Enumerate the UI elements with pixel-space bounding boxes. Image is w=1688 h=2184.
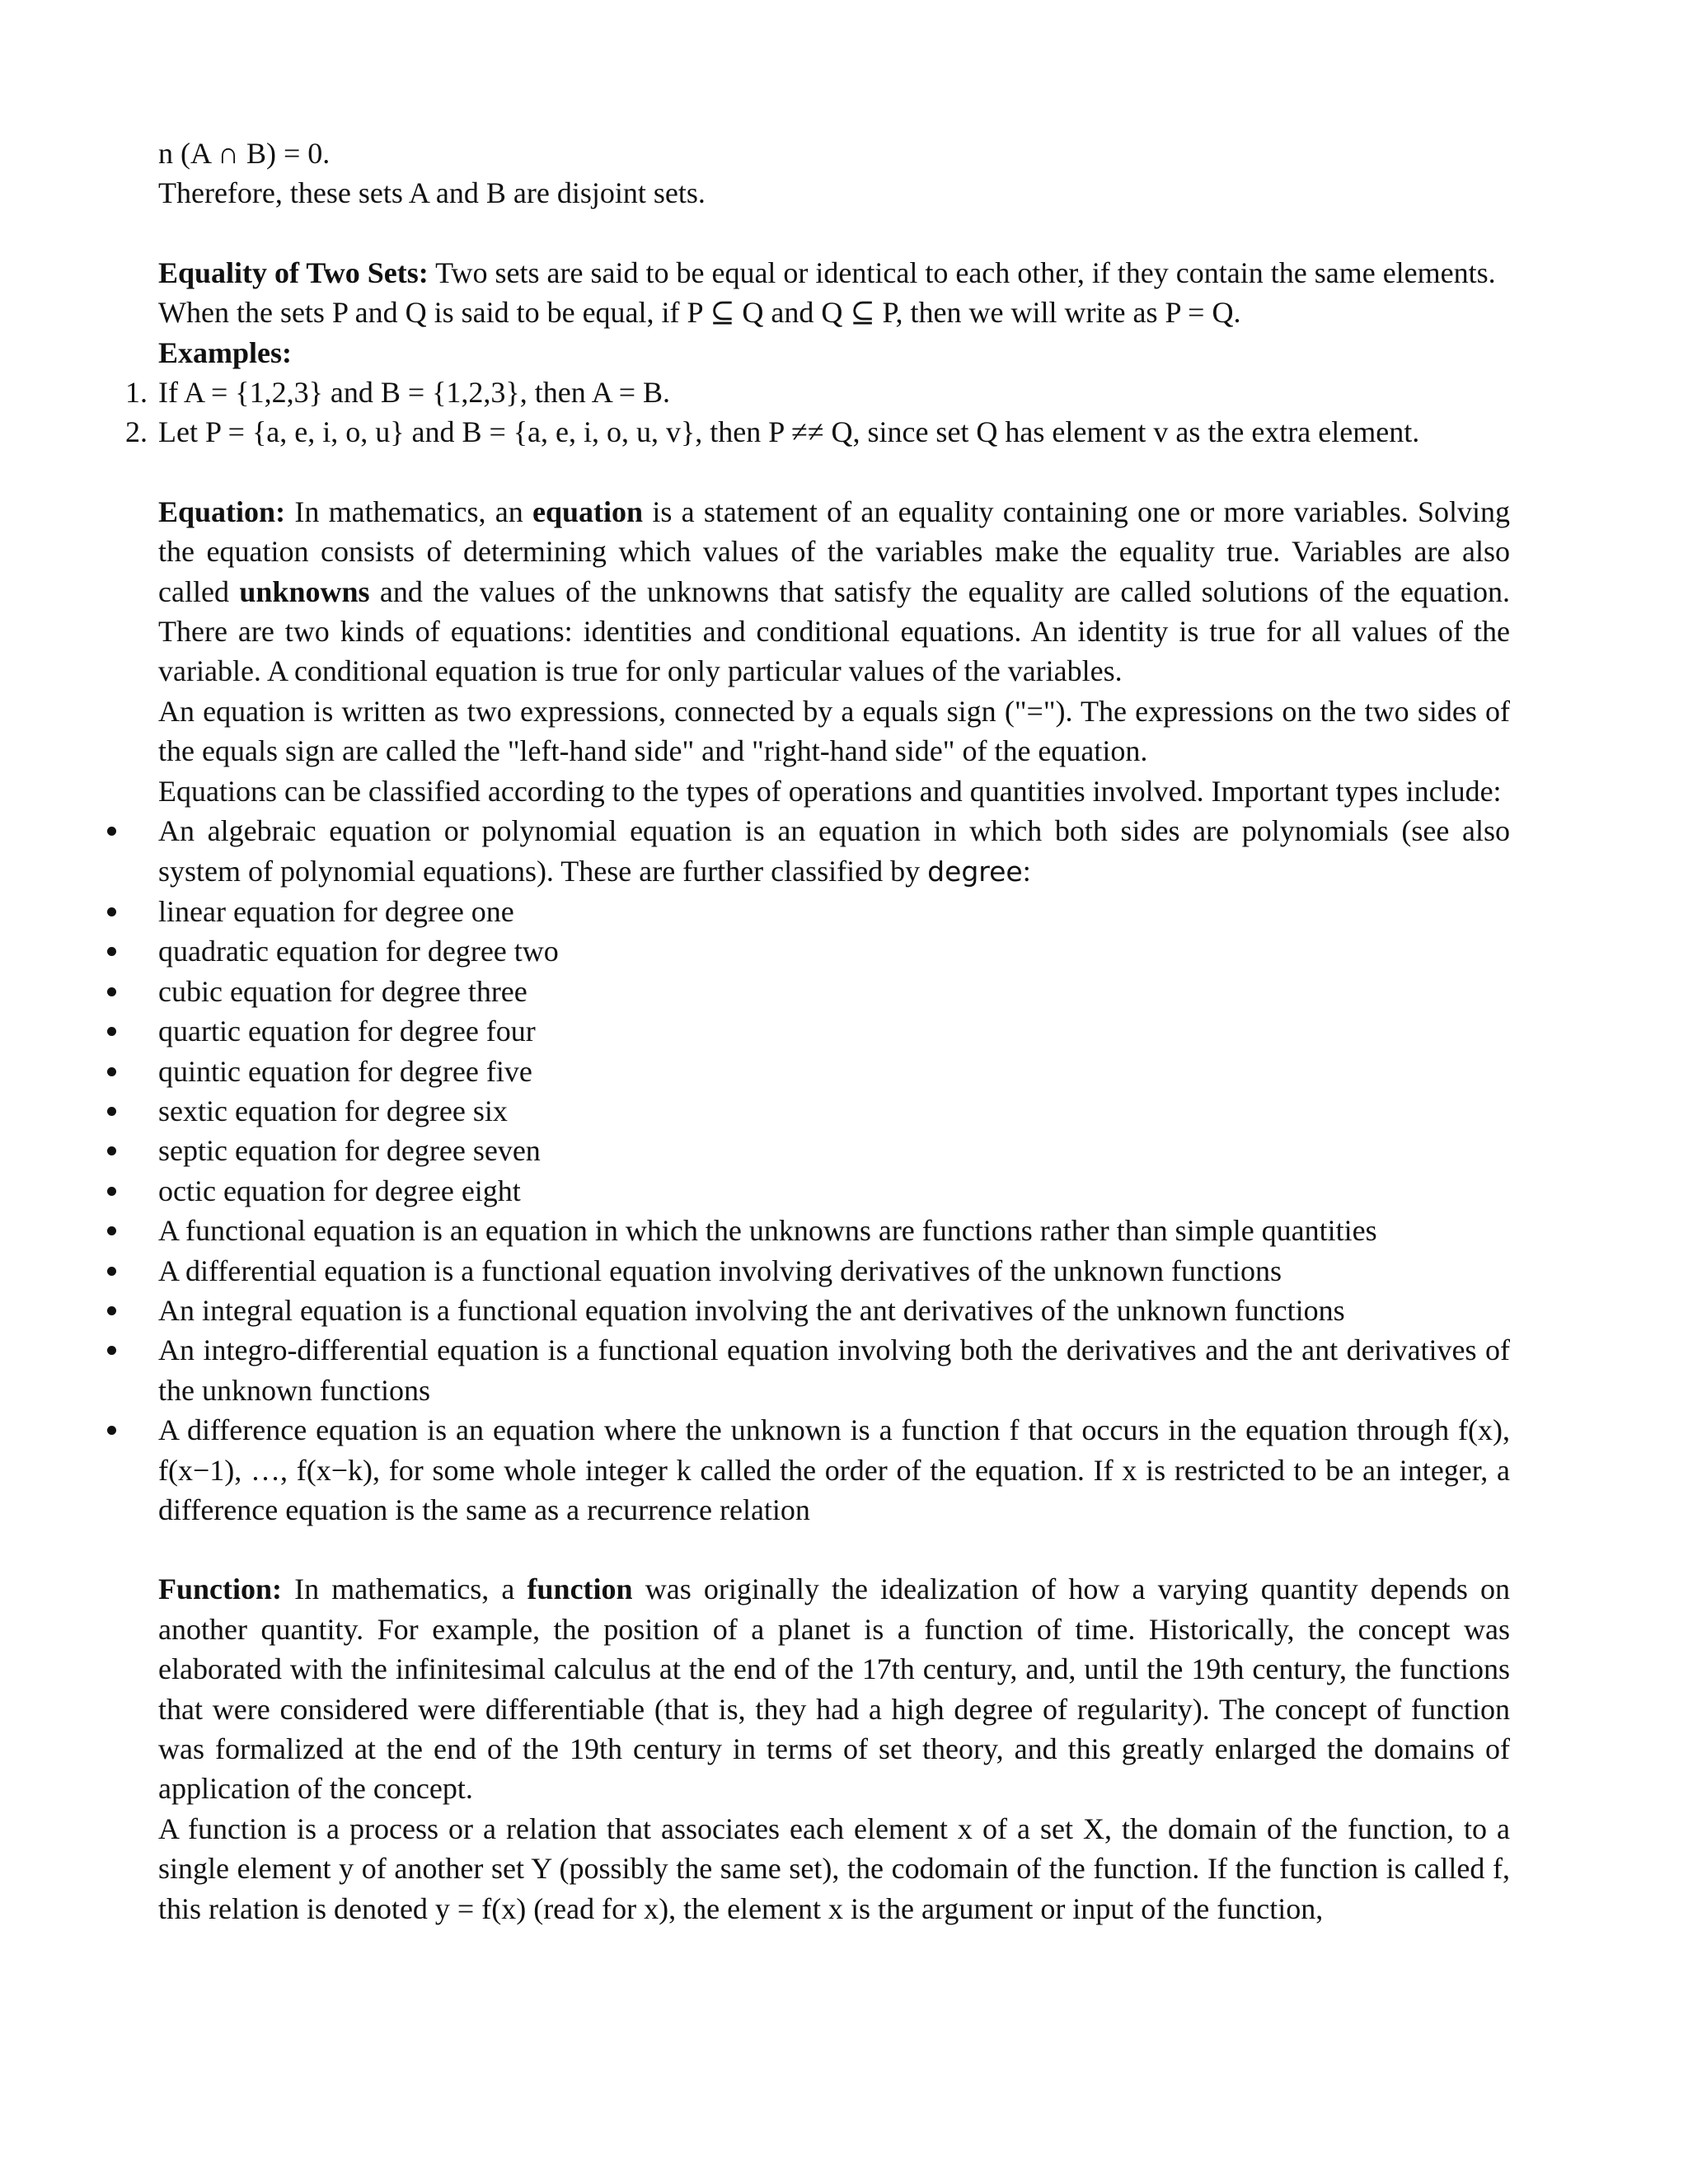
bullet-icon xyxy=(107,1187,116,1196)
list-item xyxy=(125,373,1510,412)
function-definition: Function: In mathematics, a function was originally the idealization of how a varying quantity depends on another quantity. For example, the position of a planet is a function of time. Historically, the concept was elaborated with the infinitesimal calculus at the end of the 17th century, and, until the 19th century, the functions that were considered were differentiable (that is, they had a high degree of regularity). The concept of function was formalized at the end of the 19th century in terms of set theory, and this greatly enlarged the domains of application of the concept. xyxy=(158,1572,1510,1806)
list-item: A differential equation is a functional equation involving derivatives of the unknown functions xyxy=(158,1251,1510,1291)
bullet-icon xyxy=(107,827,116,836)
bullet-icon xyxy=(107,1426,116,1435)
bullet-icon xyxy=(107,1027,116,1036)
bullet-icon xyxy=(107,1346,116,1355)
bullet-icon xyxy=(107,1146,116,1155)
list-number: 2. xyxy=(125,415,148,449)
spacer xyxy=(158,1530,1510,1569)
equality-definition xyxy=(158,253,1510,333)
equation-heading: Equation: xyxy=(158,494,286,528)
bullet-icon xyxy=(107,947,116,956)
example-text: If A = {1,2,3} and B = {1,2,3}, then A = B. xyxy=(158,376,671,410)
list-item: septic equation for degree seven xyxy=(158,1131,1510,1170)
function-heading: Function: xyxy=(158,1572,283,1606)
list-item: cubic equation for degree three xyxy=(158,972,1510,1011)
bullet-icon xyxy=(107,1306,116,1315)
bullet-icon xyxy=(107,1067,116,1076)
function-relation-paragraph: A function is a process or a relation that associates each element x of a set X, the domain of the function, to a single element y of another set Y (possibly the same set), the codomain of the function. If the function is called f, this relation is denoted y = f(x) (read for x), the element x is the argument or input of the function, xyxy=(158,1811,1510,1925)
list-item: octic equation for degree eight xyxy=(158,1171,1510,1211)
equation-types-intro: Equations can be classified according to the types of operations and quantities involved. Important types include: xyxy=(158,774,1502,808)
intersection-line: n (A ∩ B) = 0. xyxy=(158,137,331,170)
example-text: Let P = {a, e, i, o, u} and B = {a, e, i, o, u, v}, then P ≠≠ Q, since set Q has element v as the extra element. xyxy=(158,415,1420,449)
list-item: quintic equation for degree five xyxy=(158,1052,1510,1091)
equation-sides-paragraph: An equation is written as two expressions, connected by a equals sign ("="). The expressions on the two sides of the equals sign are called the "left-hand side" and "right-hand side" of the equation. xyxy=(158,694,1510,768)
list-item: An integral equation is a functional equation involving the ant derivatives of the unknown functions xyxy=(158,1291,1510,1330)
equality-heading: Equality of Two Sets: xyxy=(158,255,429,289)
list-item xyxy=(125,412,1510,452)
list-number: 1. xyxy=(125,376,148,410)
bullet-icon xyxy=(107,987,116,996)
document-page xyxy=(125,134,1510,1929)
disjoint-conclusion: Therefore, these sets A and B are disjoint sets. xyxy=(158,176,706,210)
examples-list xyxy=(125,373,1510,452)
bullet-icon xyxy=(107,1107,116,1116)
list-item: sextic equation for degree six xyxy=(158,1091,1510,1131)
spacer xyxy=(158,452,1510,492)
list-item: A difference equation is an equation where the unknown is a function f that occurs in the equation through f(x), f(x−1), …, f(x−k), for some whole integer k called the order of the equation. If x is restricted to be an integer, a difference equation is the same as a recurrence relation xyxy=(158,1410,1510,1530)
list-item: An algebraic equation or polynomial equation is an equation in which both sides are polynomials (see also system of polynomial equations). These are further classified by degree: xyxy=(158,811,1510,892)
list-item: quartic equation for degree four xyxy=(158,1011,1510,1051)
list-item: An integro-differential equation is a functional equation involving both the derivatives and the ant derivatives of the unknown functions xyxy=(158,1330,1510,1410)
list-item: A functional equation is an equation in which the unknowns are functions rather than simple quantities xyxy=(158,1211,1510,1250)
equation-types-list xyxy=(158,811,1510,1530)
spacer xyxy=(158,213,1510,253)
bullet-icon xyxy=(107,907,116,916)
bullet-icon xyxy=(107,1267,116,1276)
equality-text: Two sets are said to be equal or identical to each other, if they contain the same elements. When the sets P and Q is said to be equal, if P ⊆ Q and Q ⊆ P, then we will write as P = Q. xyxy=(158,255,1496,330)
bullet-icon xyxy=(107,1226,116,1235)
list-item: linear equation for degree one xyxy=(158,892,1510,931)
examples-heading: Examples: xyxy=(158,335,292,369)
equation-definition: Equation: In mathematics, an equation is a statement of an equality containing one or more variables. Solving the equation consists of determining which values of the variables make the equality true. Variables are also called unknowns and the values of the unknowns that satisfy the equality are called solutions of the equation. There are two kinds of equations: identities and conditional equations. An identity is true for all values of the variable. A conditional equation is true for only particular values of the variables. xyxy=(158,494,1510,688)
list-item: quadratic equation for degree two xyxy=(158,931,1510,971)
